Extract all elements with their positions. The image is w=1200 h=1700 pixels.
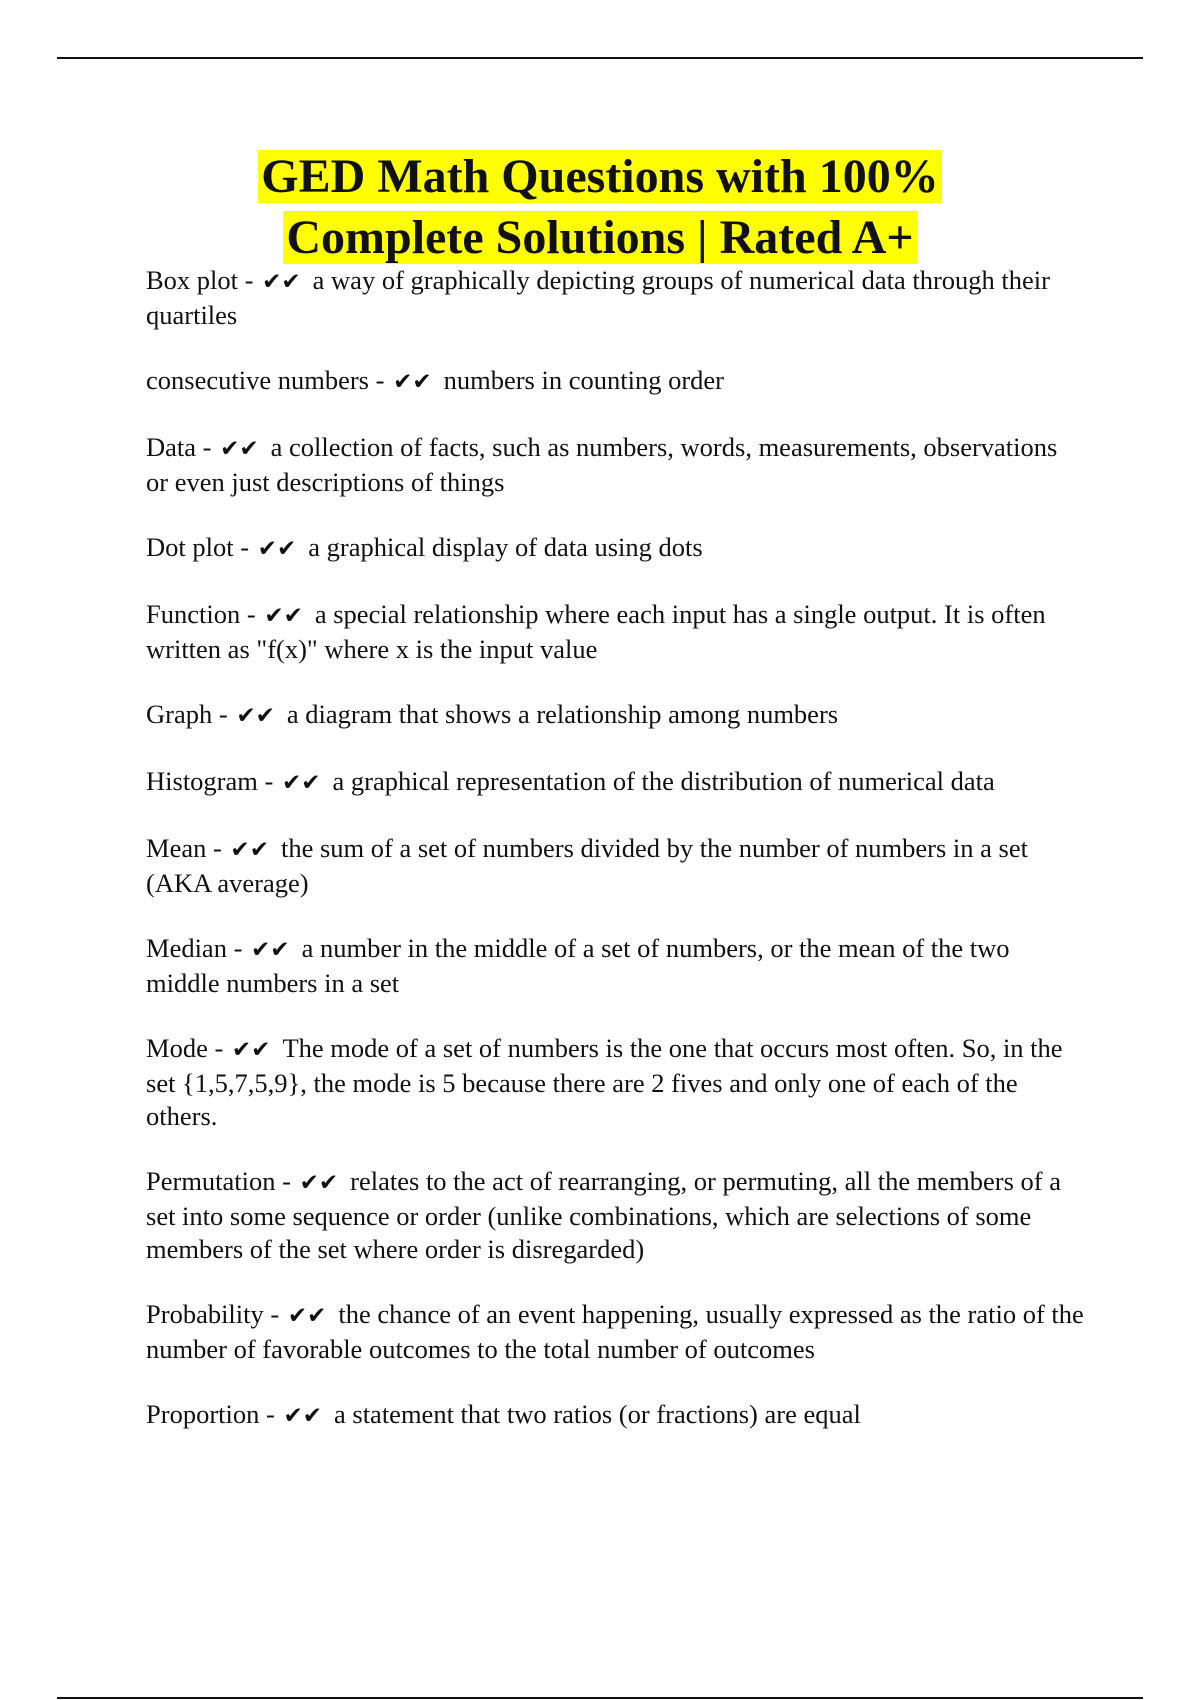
double-check-icon: ✔✔ [251,937,290,963]
glossary-entry [146,264,1086,332]
entry-definition: a graphical display of data using dots [308,532,703,562]
entry-definition: a number in the middle of a set of numbers, or the mean of the two middle numbers in a set [146,933,1010,998]
glossary-entry [146,1398,1086,1433]
double-check-icon: ✔✔ [264,603,303,629]
entry-term: Median [146,933,227,963]
entry-separator: - [275,1166,298,1196]
entry-separator: - [257,766,280,796]
double-check-icon: ✔✔ [262,269,301,295]
title-line-1: GED Math Questions with 100% [258,150,941,203]
glossary-entry [146,431,1086,499]
entry-separator: - [238,265,261,295]
entry-definition: a graphical representation of the distribution of numerical data [332,766,995,796]
entry-term: Histogram [146,766,258,796]
glossary-entry [146,364,1086,399]
glossary-entry [146,698,1086,733]
double-check-icon: ✔✔ [299,1170,339,1196]
glossary-entry [146,1298,1086,1366]
double-check-icon: ✔✔ [236,703,275,729]
entry-term: Dot plot [146,532,234,562]
entry-definition: a way of graphically depicting groups of numerical data through their quartiles [146,265,1050,330]
double-check-icon: ✔✔ [220,436,259,462]
top-rule [57,57,1143,59]
double-check-icon: ✔✔ [283,1403,322,1429]
entry-separator: - [207,1033,230,1063]
glossary-entry [146,1032,1086,1133]
entry-term: Data [146,432,197,462]
entry-term: Box plot [146,265,239,295]
entry-definition: numbers in counting order [443,365,725,395]
entry-term: Mean [146,833,207,863]
entry-separator: - [226,933,250,963]
entry-term: Proportion [146,1399,260,1429]
entry-separator: - [196,432,219,462]
entry-definition: a special relationship where each input has a single output. It is often written as "f(x)" where x is the input value [146,599,1046,664]
entry-term: Permutation [146,1166,276,1196]
glossary-entry [146,932,1086,1000]
entry-definition: a statement that two ratios (or fractions) are equal [334,1399,861,1429]
entry-definition: The mode of a set of numbers is the one that occurs most often. So, in the set {1,5,7,5,9}, the mode is 5 because there are 2 fives and only one of each of the others. [146,1033,1063,1131]
bottom-rule [57,1697,1143,1699]
entry-definition: the chance of an event happening, usually expressed as the ratio of the number of favorable outcomes to the total number of outcomes [146,1299,1084,1364]
glossary-entry [146,832,1086,900]
entry-definition: a diagram that shows a relationship among numbers [286,699,839,729]
entry-separator: - [259,1399,282,1429]
double-check-icon: ✔✔ [393,369,432,395]
title-line-2: Complete Solutions | Rated A+ [283,211,916,264]
glossary-entry [146,531,1086,566]
entry-definition: the sum of a set of numbers divided by the number of numbers in a set (AKA average) [146,833,1028,898]
entry-separator: - [233,532,256,562]
double-check-icon: ✔✔ [257,536,297,562]
entry-term: Probability [146,1299,264,1329]
entry-definition: a collection of facts, such as numbers, words, measurements, observations or even just descriptions of things [146,432,1058,497]
entry-separator: - [212,699,235,729]
entry-separator: - [240,599,263,629]
entry-definition: relates to the act of rearranging, or permuting, all the members of a set into some sequence or order (unlike combinations, which are selections of some members of the set where order is disregarded) [146,1166,1061,1264]
glossary-entry [146,598,1086,666]
entry-term: consecutive numbers [146,365,369,395]
entry-separator: - [206,833,229,863]
entry-separator: - [368,365,392,395]
double-check-icon: ✔✔ [287,1303,327,1329]
page-title [0,146,1200,268]
glossary-list [146,264,1086,1465]
entry-separator: - [263,1299,286,1329]
glossary-entry [146,765,1086,800]
glossary-entry [146,1165,1086,1266]
double-check-icon: ✔✔ [281,770,321,796]
entry-term: Function [146,599,241,629]
entry-term: Mode [146,1033,208,1063]
double-check-icon: ✔✔ [231,1037,271,1063]
entry-term: Graph [146,699,213,729]
double-check-icon: ✔✔ [230,837,269,863]
